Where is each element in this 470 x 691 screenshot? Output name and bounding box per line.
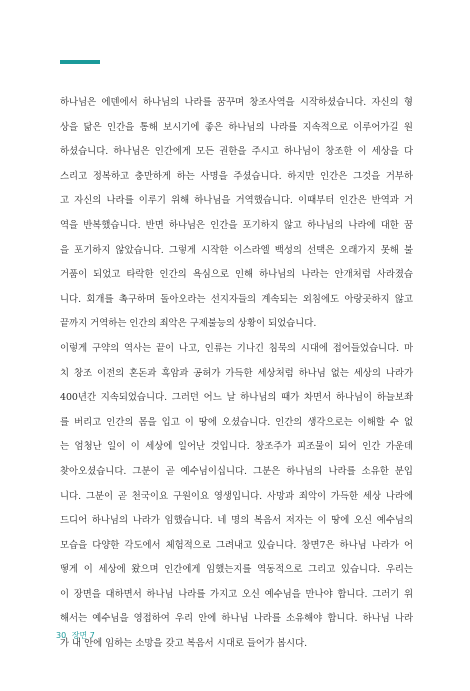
chapter-label: 장면 7: [71, 631, 95, 640]
text-line: 이 장면을 대하면서 하나님 나라를 가지고 오신 예수님을 만나야 합니다. 그러기 위: [60, 588, 413, 600]
text-line: 모습을 다양한 각도에서 체험적으로 그려내고 있습니다. 창면7은 하나님 나라가 어: [60, 539, 413, 551]
text-line: 거품이 되었고 타락한 인간의 욕심으로 인해 하나님의 나라는 안개처럼 사라졌습: [60, 269, 413, 281]
paragraph-2: [60, 337, 413, 657]
text-line: 끝까지 거역하는 인간의 죄악은 구제불능의 상황이 되었습니다.: [60, 318, 317, 330]
text-line: 역을 반복했습니다. 반면 하나님은 인간을 포기하지 않고 하나님의 나라에 대한 꿈: [60, 219, 413, 231]
paragraph-1: [60, 91, 413, 337]
text-line: 을 포기하지 않았습니다. 그렇게 시작한 이스라엘 백성의 선택은 오래가지 못해 불: [60, 244, 413, 256]
text-line: 상을 닮은 인간을 통해 보시기에 좋은 하나님의 나라를 지속적으로 이루어가길 원: [60, 121, 413, 133]
text-line: 고 자신의 나라를 이루기 위해 하나님을 거역했습니다. 이때부터 인간은 반역과 거: [60, 195, 413, 207]
text-line: 해서는 예수님을 영접하여 우리 안에 하나님 나라를 소유해야 합니다. 하나님 나라: [60, 613, 413, 625]
text-line: 찾아오셨습니다. 그분이 곧 예수님이십니다. 그분은 하나님의 나라를 소유한 분입: [60, 465, 413, 477]
text-line: 떻게 이 세상에 왔으며 인간에게 임했는지를 역동적으로 그리고 있습니다. 우리는: [60, 564, 413, 576]
text-line: 드디어 하나님의 나라가 임했습니다. 네 명의 복음서 저자는 이 땅에 오신 예수님의: [60, 515, 413, 527]
text-line: 니다. 그분이 곧 천국이요 구원이요 영생입니다. 사망과 죄악이 가득한 세상 나라에: [60, 490, 413, 502]
text-line: 가 내 안에 임하는 소망을 갖고 복음서 시대로 들어가 봅시다.: [60, 638, 308, 650]
text-line: 니다. 회개를 촉구하며 돌아오라는 선지자들의 계속되는 외침에도 아랑곳하지 않고: [60, 293, 413, 305]
text-line: 이렇게 구약의 역사는 끝이 나고, 인류는 기나긴 침묵의 시대에 접어들었습니다. 마: [60, 342, 413, 354]
body-text: [60, 91, 413, 657]
page-footer: [56, 630, 95, 641]
text-line: 하나님은 에덴에서 하나님의 나라를 꿈꾸며 창조사역을 시작하셨습니다. 자신의 형: [60, 97, 413, 108]
page-number: 30: [56, 631, 67, 640]
text-line: 치 창조 이전의 혼돈과 흑암과 공허가 가득한 세상처럼 하나님 없는 세상의 나라가: [60, 367, 413, 379]
text-line: 하셨습니다. 하나님은 인간에게 모든 권한을 주시고 하나님이 창조한 이 세상을 다: [60, 146, 413, 158]
text-line: 는 엄청난 일이 이 세상에 일어난 것입니다. 창조주가 피조물이 되어 인간 가운데: [60, 441, 413, 453]
text-line: 400년간 지속되었습니다. 그러던 어느 날 하나님의 때가 차면서 하나님이 하늘보좌: [60, 392, 413, 404]
accent-bar: [60, 60, 100, 64]
text-line: 스리고 정복하고 충만하게 하는 사명을 주셨습니다. 하지만 인간은 그것을 거부하: [60, 170, 413, 182]
text-line: 를 버리고 인간의 몸을 입고 이 땅에 오셨습니다. 인간의 생각으로는 이해할 수 없: [60, 416, 413, 428]
